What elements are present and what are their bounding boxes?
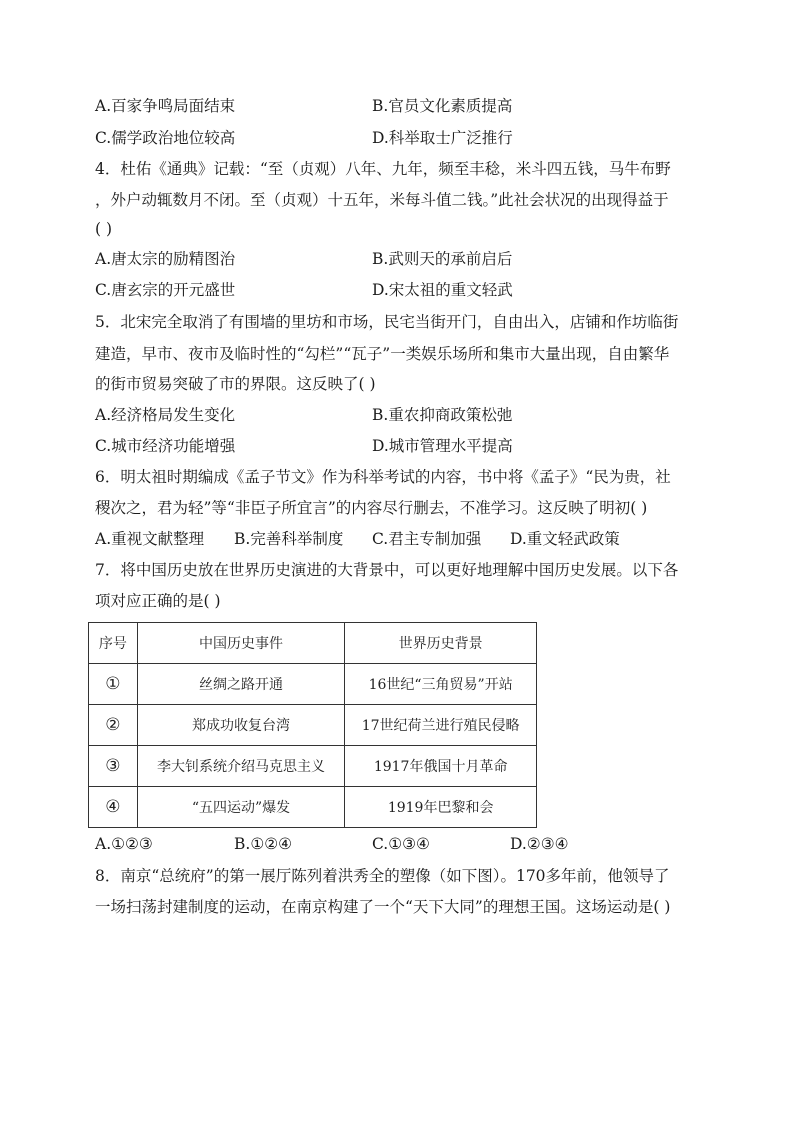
table-cell: 1919年巴黎和会 [345,787,537,828]
table-row [89,787,537,828]
q7-option-a: A.①②③ [95,835,153,853]
q7-option-b: B.①②④ [234,835,293,853]
q6-option-a: A.重视文献整理 [95,530,205,548]
q6-option-d: D.重文轻武政策 [510,530,620,548]
history-table [88,622,537,828]
q8-stem-line1: 8．南京“总统府”的第一展厅陈列着洪秀全的塑像（如下图）。170多年前，他领导了 [95,867,670,885]
q5-stem-line2: 建造，早市、夜市及临时性的“勾栏”“瓦子”一类娱乐场所和集市大量出现，自由繁华 [95,345,670,363]
q3-option-b: B.官员文化素质提高 [372,97,513,115]
q7-stem-line1: 7．将中国历史放在世界历史演进的大背景中，可以更好地理解中国历史发展。以下各 [95,561,679,579]
table-cell: 16世纪“三角贸易”开站 [345,664,537,705]
q6-option-c: C.君主专制加强 [372,530,482,548]
table-cell: ① [89,664,138,705]
q6-stem-line1: 6．明太祖时期编成《孟子节文》作为科举考试的内容，书中将《孟子》“民为贵，社 [95,468,671,486]
q3-option-d: D.科举取士广泛推行 [372,129,513,147]
q5-option-a: A.经济格局发生变化 [95,406,236,424]
q4-option-a: A.唐太宗的励精图治 [95,250,236,268]
table-cell: “五四运动”爆发 [137,787,345,828]
q4-option-d: D.宋太祖的重文轻武 [372,281,513,299]
q5-option-d: D.城市管理水平提高 [372,437,513,455]
q5-option-c: C.城市经济功能增强 [95,437,236,455]
q3-option-c: C.儒学政治地位较高 [95,129,236,147]
q4-option-b: B.武则天的承前启后 [372,250,513,268]
table-cell: 17世纪荷兰进行殖民侵略 [345,705,537,746]
q6-option-b: B.完善科举制度 [234,530,344,548]
table-row [89,705,537,746]
q5-stem-line3: 的街市贸易突破了市的界限。这反映了( ) [95,375,376,393]
q4-stem-line1: 4．杜佑《通典》记载：“至（贞观）八年、九年，频至丰稔，米斗四五钱，马牛布野 [95,160,671,178]
q5-option-b: B.重农抑商政策松弛 [372,406,513,424]
q6-stem-line2: 稷次之，君为轻”等“非臣子所宜言”的内容尽行删去，不准学习。这反映了明初( ) [95,499,648,517]
q7-option-c: C.①③④ [372,835,430,853]
q7-stem-line2: 项对应正确的是( ) [95,592,221,610]
q4-stem-line2: ，外户动辄数月不闭。至（贞观）十五年，米每斗值二钱。”此社会状况的出现得益于 [95,191,669,209]
table-header-cell: 序号 [89,623,138,664]
table-cell: ③ [89,746,138,787]
table-cell: 丝绸之路开通 [137,664,345,705]
table-cell: 郑成功收复台湾 [137,705,345,746]
table-cell: ④ [89,787,138,828]
table-cell: 1917年俄国十月革命 [345,746,537,787]
q5-stem-line1: 5．北宋完全取消了有围墙的里坊和市场，民宅当街开门，自由出入，店铺和作坊临街 [95,313,679,331]
q7-option-d: D.②③④ [510,835,569,853]
table-header-row [89,623,537,664]
q8-stem-line2: 一场扫荡封建制度的运动，在南京构建了一个“天下大同”的理想王国。这场运动是( ) [95,898,671,916]
q4-option-c: C.唐玄宗的开元盛世 [95,281,236,299]
table-row [89,746,537,787]
q3-option-a: A.百家争鸣局面结束 [95,97,236,115]
table-header-cell: 世界历史背景 [345,623,537,664]
table-row [89,664,537,705]
q4-stem-line3: ( ) [95,220,113,238]
table-cell: ② [89,705,138,746]
table-cell: 李大钊系统介绍马克思主义 [137,746,345,787]
table-header-cell: 中国历史事件 [137,623,345,664]
